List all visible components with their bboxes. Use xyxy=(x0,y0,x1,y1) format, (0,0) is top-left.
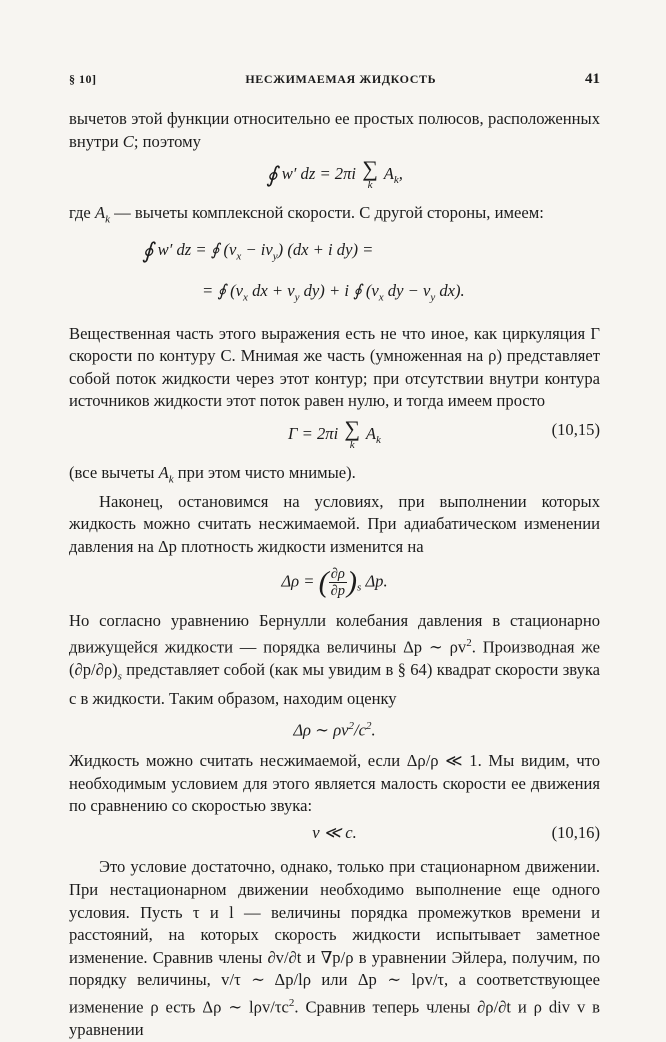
sum-index: k xyxy=(349,439,355,451)
right-parenthesis: ) xyxy=(347,565,357,599)
equation-part: A xyxy=(383,164,394,183)
fraction-denominator: ∂p xyxy=(330,583,345,600)
superscript: 2 xyxy=(466,637,472,650)
fraction-numerator: ∂ρ xyxy=(329,566,347,583)
paragraph-text: Но согласно уравнению Бернулли колебания давления в стационарно движущейся жидкости — порядка величины Δp ∼ ρv xyxy=(69,610,600,657)
paragraph-text: . Производная же (∂p/∂ρ) xyxy=(69,637,600,680)
sum-symbol: ∑ k xyxy=(344,416,361,451)
paragraph-text: (все вычеты xyxy=(69,462,159,482)
running-title: НЕСЖИМАЕМАЯ ЖИДКОСТЬ xyxy=(245,72,437,86)
paragraph-text: ; поэтому xyxy=(133,131,201,151)
equation-subscript: x xyxy=(378,291,384,304)
equation-part: dy) + i ∮ (v xyxy=(299,280,379,300)
equation-subscript: k xyxy=(376,434,381,447)
math-symbol: A xyxy=(94,202,106,222)
math-subscript: k xyxy=(168,473,174,486)
equation-density-change xyxy=(69,566,600,599)
paragraph-text: представляет собой (как мы увидим в § 64) квадрат скорости звука c в жидкости. Таким образом, находим оценку xyxy=(69,660,600,709)
equation-subscript: x xyxy=(243,291,248,304)
equation-subscript: s xyxy=(357,582,362,595)
superscript: 2 xyxy=(288,996,295,1009)
math-subscript: k xyxy=(105,213,110,226)
fraction xyxy=(329,566,347,599)
equation-number: (10,16) xyxy=(551,822,600,842)
equation-10-15 xyxy=(69,416,600,452)
paragraph-text: где xyxy=(69,202,95,222)
paragraph-text: Это условие достаточно, однако, только при стационарном движении. При нестационарном движении необходимо выполнение еще одного условия. Пусть τ и l — величины порядка промежутков времени и расстояний, на которых скорость жидкости испытывает заметное изменение. Сравнив члены ∂v/∂t и ∇p/ρ в уравнении Эйлера, получим, по порядку величины, v/τ ∼ Δp/lρ или Δp ∼ lρv/τ, а соответствующее изменение ρ есть Δρ ∼ lρv/τc xyxy=(69,857,600,1017)
paragraph-residues xyxy=(69,108,600,153)
equation-part: w′ dz = ∮ (v xyxy=(157,239,237,259)
paragraph-incompressibility-conditions: Наконец, остановимся на условиях, при выполнении которых жидкость можно считать несжимаемой. При адиабатическом изменении давления на Δp плотность жидкости изменится на xyxy=(69,491,600,556)
paragraph-text: вычетов этой функции относительно ее простых полюсов, расположенных внутри xyxy=(69,109,600,151)
running-header xyxy=(69,68,600,88)
subscript: s xyxy=(117,670,122,683)
equation-integral-line-2 xyxy=(202,280,600,309)
equation-subscript: y xyxy=(430,291,436,304)
paragraph-text: при этом чисто мнимые). xyxy=(173,462,356,482)
paragraph-bernoulli xyxy=(69,610,600,711)
paragraph-where-ak xyxy=(69,202,600,231)
equation-subscript: x xyxy=(236,250,242,263)
paragraph-incompressible-criterion: Жидкость можно считать несжимаемой, если Δρ/ρ ≪ 1. Мы видим, что необходимым условием для этого является малость скорости ее движения по сравнению со скоростью звука: xyxy=(69,750,600,816)
equation-part: Δp. xyxy=(365,571,388,591)
section-reference: § 10] xyxy=(69,72,97,86)
equation-10-16 xyxy=(69,822,600,845)
paragraph-circulation: Вещественная часть этого выражения есть не что иное, как циркуляция Γ скорости по контуру C. Мнимая же часть (умноженная на ρ) представляет собой поток жидкости через этот контур; при отсутствии внутри контура источников жидкости этот поток равен нулю, и тогда имеем просто xyxy=(69,323,600,411)
equation-integral-line-1 xyxy=(142,239,600,268)
equation-superscript: 2 xyxy=(366,719,372,732)
equation-part: w′ dz = 2πi xyxy=(281,164,357,183)
equation-residue-sum xyxy=(69,156,600,192)
equation-superscript: 2 xyxy=(348,719,355,732)
sum-index: k xyxy=(367,179,373,192)
equation-part: − iv xyxy=(241,239,273,259)
equation-part: dx + v xyxy=(247,280,295,300)
equation-part: , xyxy=(398,164,403,183)
equation-part: = ∮ (v xyxy=(202,280,244,300)
equation-part: dx). xyxy=(435,280,465,300)
equation-part: dy − v xyxy=(383,280,431,300)
sum-symbol: ∑ k xyxy=(362,156,378,192)
equation-number: (10,15) xyxy=(551,420,600,439)
contour-integral-symbol: ∮ xyxy=(142,237,154,263)
equation-part: A xyxy=(365,423,377,443)
equation-part: v ≪ c. xyxy=(312,822,357,842)
equation-subscript: y xyxy=(272,250,278,263)
paragraph-text: . Сравнив теперь члены ∂ρ/∂t и ρ div v в уравнении xyxy=(69,997,601,1040)
equation-part: /c xyxy=(354,720,367,740)
equation-part: Δρ ∼ ρv xyxy=(293,720,349,740)
paragraph-text: — вычеты комплексной скорости. С другой стороны, имеем: xyxy=(109,202,544,222)
page-number: 41 xyxy=(585,71,600,87)
paragraph-nonstationary xyxy=(69,856,600,1041)
math-symbol: A xyxy=(158,462,169,482)
equation-estimate xyxy=(69,715,600,742)
contour-integral-symbol: ∮ xyxy=(266,162,278,187)
equation-part: ) (dx + i dy) = xyxy=(277,239,374,259)
equation-part: . xyxy=(371,720,376,740)
paragraph-imaginary-residues xyxy=(69,462,600,491)
contour-symbol: C xyxy=(122,131,134,151)
equation-subscript: k xyxy=(393,174,399,187)
equation-part: Δρ = xyxy=(281,571,315,591)
equation-part: Γ = 2πi xyxy=(288,423,339,443)
left-parenthesis: ( xyxy=(318,565,329,599)
equation-subscript: y xyxy=(294,291,300,304)
